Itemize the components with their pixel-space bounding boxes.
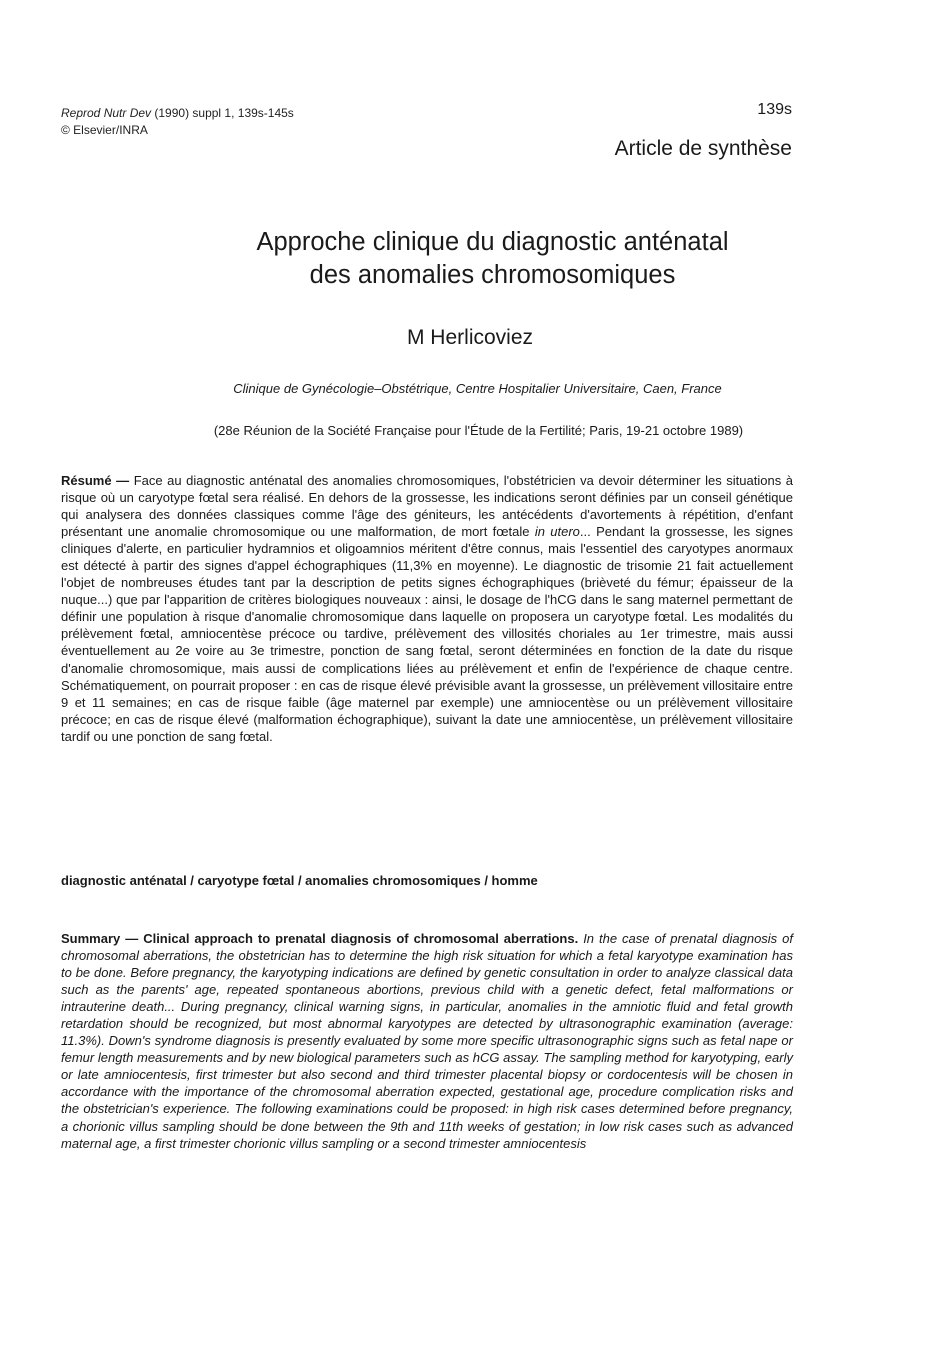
journal-name: Reprod Nutr Dev <box>61 106 152 120</box>
author-affiliation: Clinique de Gynécologie–Obstétrique, Centre Hospitalier Universitaire, Caen, France <box>233 381 722 396</box>
citation-block <box>61 105 294 139</box>
abstract-italic-term: in utero <box>534 524 580 540</box>
page-number: 139s <box>757 101 792 118</box>
abstract-text-part-2: ... Pendant la grossesse, les signes cliniques d'alerte, en particulier hydramnios et oligoamnios méritent d'être connus, mais l'essentiel des caryotypes anormaux est détecté à partir des signes d'appel échographiques (11,3% en moyenne). Le diagnostic de trisomie 21 fait actuellement l'objet de nombreuses études tant par la description de petits signes échographiques (brièveté du fémur; épaisseur de la nuque...) que par l'apparition de critères biologiques nouveaux : ainsi, le dosage de l'hCG dans le sang maternel permettant de définir une population à risque d'anomalie chromosomique dans laquelle on proposera un caryotype fœtal. Les modalités du prélèvement fœtal, amniocentèse précoce ou tardive, prélèvement des villosités choriales au 1er trimestre, mais aussi éventuellement au 2e voire au 3e trimestre, ponction de sang fœtal, seront déterminées en fonction de la date du risque d'anomalie chromosomique, mais aussi de complications liées au prélèvement et enfin de l'expérience de chaque centre. Schématiquement, on pourrait proposer : en cas de risque élevé prévisible avant la grossesse, un prélèvement villositaire entre 9 et 11 semaines; en cas de risque faible (âge maternel par exemple) une amniocentèse ou un prélèvement villositaire précoce; en cas de risque élevé (malformation échographique), suivant la date une amniocentèse, un prélèvement villositaire tardif ou une ponction de sang fœtal. <box>61 524 793 744</box>
summary-text: In the case of prenatal diagnosis of chromosomal aberrations, the obstetrician has to determine the high risk situation for which a fetal karyotype examination has to be done. Before pregnancy, the karyotyping indications are defined by genetic consultation in order to analyze classical data such as the parents' age, repeated spontaneous abortions, previous child with a genetic defect, fetal malformations or intrauterine death... During pregnancy, clinical warning signs, in particular, anomalies in the amniotic fluid and fetal growth retardation should be recognized, but most abnormal karyotypes are detected by ultrasonographic examination (average: 11.3%). Down's syndrome diagnosis is presently evaluated by some more specific ultrasonographic signs such as fetal nape or femur length measurements and by new biological parameters such as hCG assay. The sampling method for karyotyping, early or late amniocentesis, first trimester but also second and third trimester placental biopsy or cordocentesis will be chosen in accordance with the importance of the chromosomal aberration expected, gestational age, procedure complication risks and the obstetrician's experience. The following examinations could be proposed: in high risk cases determined before pregnancy, a chorionic villus sampling should be done between the 9th and 11th weeks of gestation; in low risk cases such as advanced maternal age, a first trimester chorionic villus sampling or a second trimester amniocentesis <box>61 931 793 1151</box>
citation-line <box>61 105 294 122</box>
citation-details: (1990) suppl 1, 139s-145s <box>151 106 294 120</box>
article-type: Article de synthèse <box>614 137 792 160</box>
summary-english <box>61 930 793 1152</box>
title-line-1: Approche clinique du diagnostic anténatal <box>256 228 729 256</box>
abstract-french <box>61 472 793 745</box>
meeting-note: (28e Réunion de la Société Française pour l'Étude de la Fertilité; Paris, 19-21 octobre 1989) <box>213 423 744 438</box>
copyright-line: © Elsevier/INRA <box>61 123 148 137</box>
summary-heading: Summary — Clinical approach to prenatal diagnosis of chromosomal aberrations. <box>61 931 579 946</box>
title-line-2: des anomalies chromosomiques <box>309 261 676 289</box>
keywords-line: diagnostic anténatal / caryotype fœtal / anomalies chromosomiques / homme <box>61 873 538 888</box>
abstract-text-part-1: Face au diagnostic anténatal des anomalies chromosomiques, l'obstétricien va devoir déterminer les situations à risque où un caryotype fœtal sera réalisé. En dehors de la grossesse, les indications seront définies par un conseil génétique qui analysera des données classiques comme l'âge des géniteurs, les antécédents d'avortements à répétition, d'enfant présentant une anomalie chromosomique ou une malformation, de mort fœtale <box>61 473 793 540</box>
abstract-label: Résumé — <box>61 473 130 488</box>
article-title <box>0 226 930 292</box>
author-name: M Herlicoviez <box>406 326 534 349</box>
